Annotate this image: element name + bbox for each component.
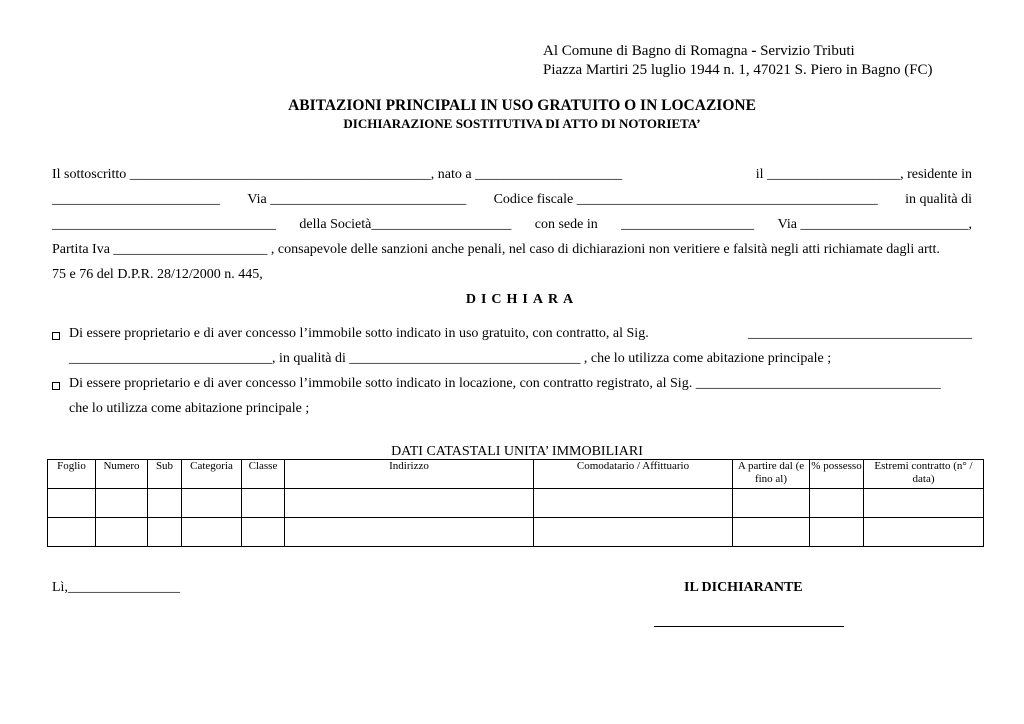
table-cell[interactable] xyxy=(810,518,864,547)
table-cell[interactable] xyxy=(534,518,733,547)
table-cell[interactable] xyxy=(182,518,242,547)
option-gratuito-line-1: Di essere proprietario e di aver concesso l’immobile sotto indicato in uso gratuito, con contratto, al Sig. ________________________________ xyxy=(69,326,972,341)
table-cell[interactable] xyxy=(285,518,534,547)
signature-line[interactable] xyxy=(654,626,844,627)
option-gratuito-line-2: _____________________________, in qualità di _________________________________ , che lo utilizza come abitazione principale ; xyxy=(69,351,832,366)
table-cell[interactable] xyxy=(242,489,285,518)
table-cell[interactable] xyxy=(242,518,285,547)
table-row xyxy=(48,518,984,547)
table-cell[interactable] xyxy=(48,518,96,547)
header-indirizzo: Indirizzo xyxy=(285,460,534,489)
table-cell[interactable] xyxy=(48,489,96,518)
table-caption: DATI CATASTALI UNITA’ IMMOBILIARI xyxy=(391,444,643,459)
table-cell[interactable] xyxy=(182,489,242,518)
table-cell[interactable] xyxy=(733,518,810,547)
header-classe: Classe xyxy=(242,460,285,489)
signer-label: IL DICHIARANTE xyxy=(684,580,803,595)
table-cell[interactable] xyxy=(733,489,810,518)
address-line-1: Al Comune di Bagno di Romagna - Servizio Tributi xyxy=(543,43,855,59)
header-estremi: Estremi contratto (n° / data) xyxy=(864,460,984,489)
checkbox-locazione[interactable] xyxy=(52,382,60,390)
option-locazione-line-2: che lo utilizza come abitazione principale ; xyxy=(69,401,310,416)
header-periodo: A partire dal (e fino al) xyxy=(733,460,810,489)
body-line-1: Il sottoscritto ___________________________________________, nato a _____________________ il ___________________, residente in xyxy=(52,167,972,182)
table-cell[interactable] xyxy=(864,518,984,547)
header-possesso: % possesso xyxy=(810,460,864,489)
option-locazione-line-1: Di essere proprietario e di aver concesso l’immobile sotto indicato in locazione, con contratto registrato, al Sig. ___________________________________ xyxy=(69,376,941,391)
checkbox-gratuito[interactable] xyxy=(52,332,60,340)
table-header-row xyxy=(48,460,984,489)
table-row xyxy=(48,489,984,518)
dichiara-heading: DICHIARA xyxy=(465,292,579,307)
body-line-2: ________________________ Via ____________________________ Codice fiscale ___________________________________________ in qualità di xyxy=(52,192,972,207)
address-line-2: Piazza Martiri 25 luglio 1944 n. 1, 47021 S. Piero in Bagno (FC) xyxy=(543,62,933,78)
header-categoria: Categoria xyxy=(182,460,242,489)
table-cell[interactable] xyxy=(148,489,182,518)
table-cell[interactable] xyxy=(810,489,864,518)
table-cell[interactable] xyxy=(96,518,148,547)
header-comodatario: Comodatario / Affittuario xyxy=(534,460,733,489)
table-cell[interactable] xyxy=(96,489,148,518)
table-cell[interactable] xyxy=(285,489,534,518)
cadastral-table xyxy=(47,459,984,547)
table-cell[interactable] xyxy=(864,489,984,518)
header-sub: Sub xyxy=(148,460,182,489)
header-foglio: Foglio xyxy=(48,460,96,489)
document-title: ABITAZIONI PRINCIPALI IN USO GRATUITO O IN LOCAZIONE xyxy=(288,97,756,114)
header-numero: Numero xyxy=(96,460,148,489)
document-subtitle: DICHIARAZIONE SOSTITUTIVA DI ATTO DI NOTORIETA’ xyxy=(343,116,701,131)
body-line-3: ________________________________ della Società____________________ con sede in ___________________ Via ________________________, xyxy=(52,217,972,232)
recipient-address xyxy=(543,42,933,80)
body-line-5: 75 e 76 del D.P.R. 28/12/2000 n. 445, xyxy=(52,267,263,282)
table-cell[interactable] xyxy=(534,489,733,518)
place-date-field[interactable]: Lì,________________ xyxy=(52,580,180,595)
body-line-4: Partita Iva ______________________ , consapevole delle sanzioni anche penali, nel caso di dichiarazioni non veritiere e falsità negli atti richiamate dagli artt. xyxy=(52,242,940,257)
table-cell[interactable] xyxy=(148,518,182,547)
